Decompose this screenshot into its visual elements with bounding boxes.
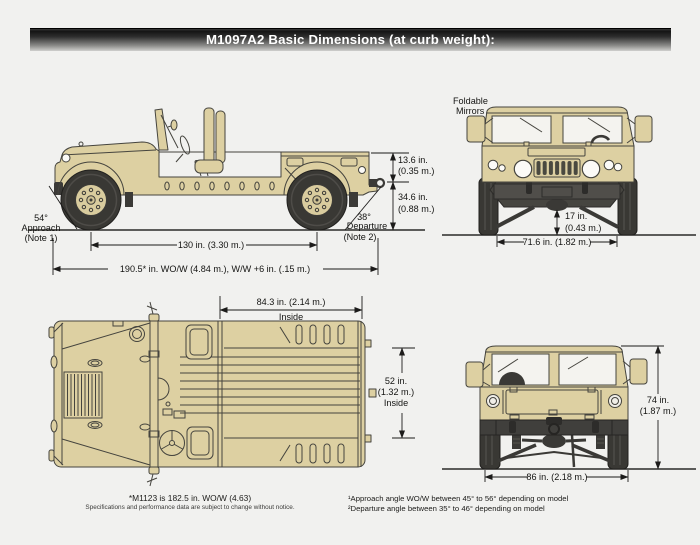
top-tailgate-handle — [369, 389, 376, 397]
approach-angle: 54° — [34, 213, 48, 223]
width-value: 86 in. (2.18 m.) — [526, 472, 588, 482]
side-dim-bed-height — [371, 153, 434, 182]
rear-right-mirror — [630, 359, 647, 384]
front-view-vehicle — [467, 107, 652, 235]
rear-dim-height — [621, 346, 676, 469]
departure-angle: 38° — [357, 212, 371, 222]
approach-label: Approach — [21, 223, 61, 233]
footnote-m1123: *M1123 is 182.5 in. WO/W (4.63) — [128, 493, 252, 503]
side-headlight — [62, 154, 70, 162]
clearance-m: (0.43 m.) — [565, 223, 602, 233]
bed-width-in: 52 in. — [384, 376, 408, 386]
bed-height-in: 13.6 in. — [398, 155, 428, 165]
side-dim-hitch-height — [393, 182, 434, 230]
side-rear-wheel — [287, 170, 347, 230]
track-value: 71.6 in. (1.82 m.) — [522, 237, 592, 247]
bed-height-m: (0.35 m.) — [398, 166, 435, 176]
front-dim-track — [497, 236, 617, 247]
side-dim-wheelbase — [91, 232, 317, 251]
rear-right-window — [559, 354, 616, 385]
front-left-headlight — [514, 160, 531, 177]
wheelbase-value: 130 in. (3.30 m.) — [177, 240, 245, 250]
footnote-disclaimer: Specifications and performance data are subject to change without notice. — [85, 504, 295, 511]
footnote-approach: ¹Approach angle WO/W between 45° to 56° depending on model — [348, 494, 569, 503]
bed-width-m: (1.32 m.) — [377, 387, 415, 397]
bed-width-note: Inside — [383, 398, 409, 408]
front-windshield-left-pane — [492, 116, 551, 143]
rear-left-light — [487, 395, 500, 408]
front-right-headlight — [582, 160, 599, 177]
side-view-figure — [21, 88, 437, 280]
rear-suspension — [498, 434, 610, 467]
overall-length-value: 190.5* in. WO/W (4.84 m.), W/W +6 in. (.15 m.) — [119, 264, 311, 274]
front-left-mirror — [467, 116, 485, 142]
side-front-wheel — [61, 170, 121, 230]
rear-dim-width — [485, 470, 628, 482]
approach-note: (Note 1) — [24, 233, 58, 243]
hitch-height-in: 34.6 in. — [398, 192, 428, 202]
rear-view-figure — [440, 330, 700, 490]
top-view-vehicle — [49, 302, 376, 486]
bed-length-note: Inside — [278, 312, 304, 322]
hitch-height-m: (0.88 m.) — [398, 204, 435, 214]
title-bar — [30, 28, 671, 51]
clearance-in: 17 in. — [565, 211, 588, 221]
mirrors-label-line2: Mirrors — [456, 106, 485, 116]
front-right-mirror — [635, 116, 652, 142]
height-m: (1.87 m.) — [639, 406, 677, 416]
rear-view-vehicle — [466, 346, 647, 469]
side-hitch-ring — [376, 179, 384, 187]
side-mirror — [171, 120, 177, 130]
side-rear-light — [359, 167, 366, 174]
top-dim-bed-length — [220, 296, 362, 322]
top-dim-bed-width — [378, 348, 415, 438]
mirrors-label-line1: Foldable — [453, 96, 488, 106]
front-view-figure — [440, 88, 700, 254]
side-seat-back-2 — [216, 111, 225, 163]
bed-length-value: 84.3 in. (2.14 m.) — [256, 297, 326, 307]
page-title: M1097A2 Basic Dimensions (at curb weight): — [205, 32, 496, 47]
rear-right-light — [609, 395, 622, 408]
side-seat-cushion — [195, 160, 223, 173]
side-view-vehicle — [54, 108, 384, 230]
top-view-figure — [40, 285, 440, 493]
departure-label: Departure — [346, 221, 388, 231]
departure-note: (Note 2) — [343, 232, 377, 242]
side-seat-back — [204, 108, 214, 164]
height-in: 74 in. — [646, 395, 670, 405]
footnote-departure: ²Departure angle between 35° to 46° depending on model — [348, 503, 545, 513]
rear-left-mirror — [466, 362, 483, 387]
